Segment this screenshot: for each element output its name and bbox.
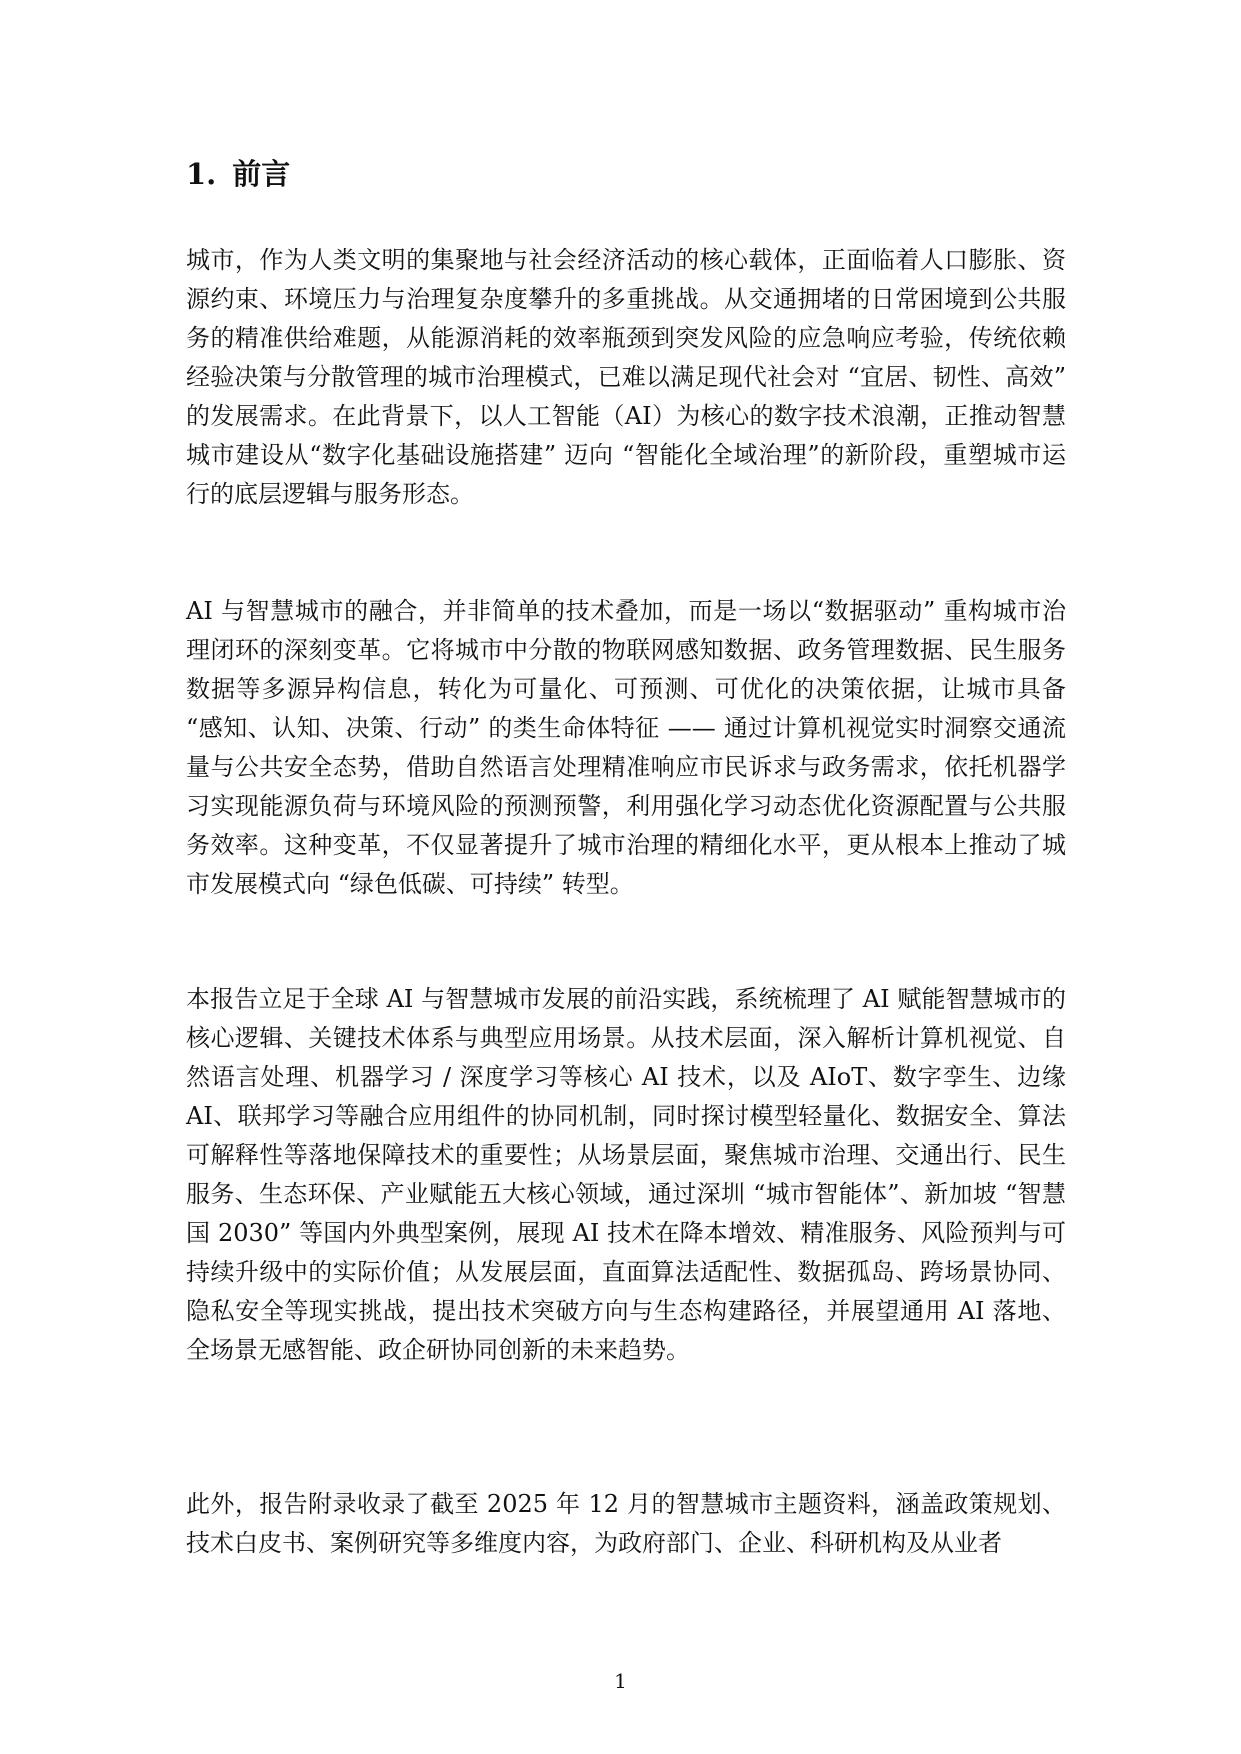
paragraph-intro: 城市，作为人类文明的集聚地与社会经济活动的核心载体，正面临着人口膨胀、资源约束、环境压力与治理复杂度攀升的多重挑战。从交通拥堵的日常困境到公共服务的精准供给难题，从能源消耗的效率瓶颈到突发风险的应急响应考验，传统依赖经验决策与分散管理的城市治理模式，已难以满足现代社会对 “宜居、韧性、高效” 的发展需求。在此背景下，以人工智能（AI）为核心的数字技术浪潮，正推动智慧城市建设从“数字化基础设施搭建” 迈向 “智能化全域治理”的新阶段，重塑城市运行的底层逻辑与服务形态。 xyxy=(186,246,1066,508)
paragraph-ai-fusion: AI 与智慧城市的融合，并非简单的技术叠加，而是一场以“数据驱动” 重构城市治理闭环的深刻变革。它将城市中分散的物联网感知数据、政务管理数据、民生服务数据等多源异构信息，转化为可量化、可预测、可优化的决策依据，让城市具备 “感知、认知、决策、行动” 的类生命体特征 —— 通过计算机视觉实时洞察交通流量与公共安全态势，借助自然语言处理精准响应市民诉求与政务需求，依托机器学习实现能源负荷与环境风险的预测预警，利用强化学习动态优化资源配置与公共服务效率。这种变革，不仅显著提升了城市治理的精细化水平，更从根本上推动了城市发展模式向 “绿色低碳、可持续” 转型。 xyxy=(186,597,1066,898)
page-number: 1 xyxy=(614,1669,627,1693)
paragraph-report-scope: 本报告立足于全球 AI 与智慧城市发展的前沿实践，系统梳理了 AI 赋能智慧城市的核心逻辑、关键技术体系与典型应用场景。从技术层面，深入解析计算机视觉、自然语言处理、机器学习 / 深度学习等核心 AI 技术，以及 AIoT、数字孪生、边缘 AI、联邦学习等融合应用组件的协同机制，同时探讨模型轻量化、数据安全、算法可解释性等落地保障技术的重要性；从场景层面，聚焦城市治理、交通出行、民生服务、生态环保、产业赋能五大核心领域，通过深圳 “城市智能体”、新加坡 “智慧国 2030” 等国内外典型案例，展现 AI 技术在降本增效、精准服务、风险预判与可持续升级中的实际价值；从发展层面，直面算法适配性、数据孤岛、跨场景协同、隐私安全等现实挑战，提出技术突破方向与生态构建路径，并展望通用 AI 落地、全场景无感智能、政企研协同创新的未来趋势。 xyxy=(186,985,1066,1364)
section-number: 1. xyxy=(186,157,217,191)
paragraph-appendix: 此外，报告附录收录了截至 2025 年 12 月的智慧城市主题资料，涵盖政策规划、技术白皮书、案例研究等多维度内容，为政府部门、企业、科研机构及从业者 xyxy=(186,1490,1066,1557)
section-title: 前言 xyxy=(232,157,291,191)
section-heading xyxy=(186,156,290,192)
